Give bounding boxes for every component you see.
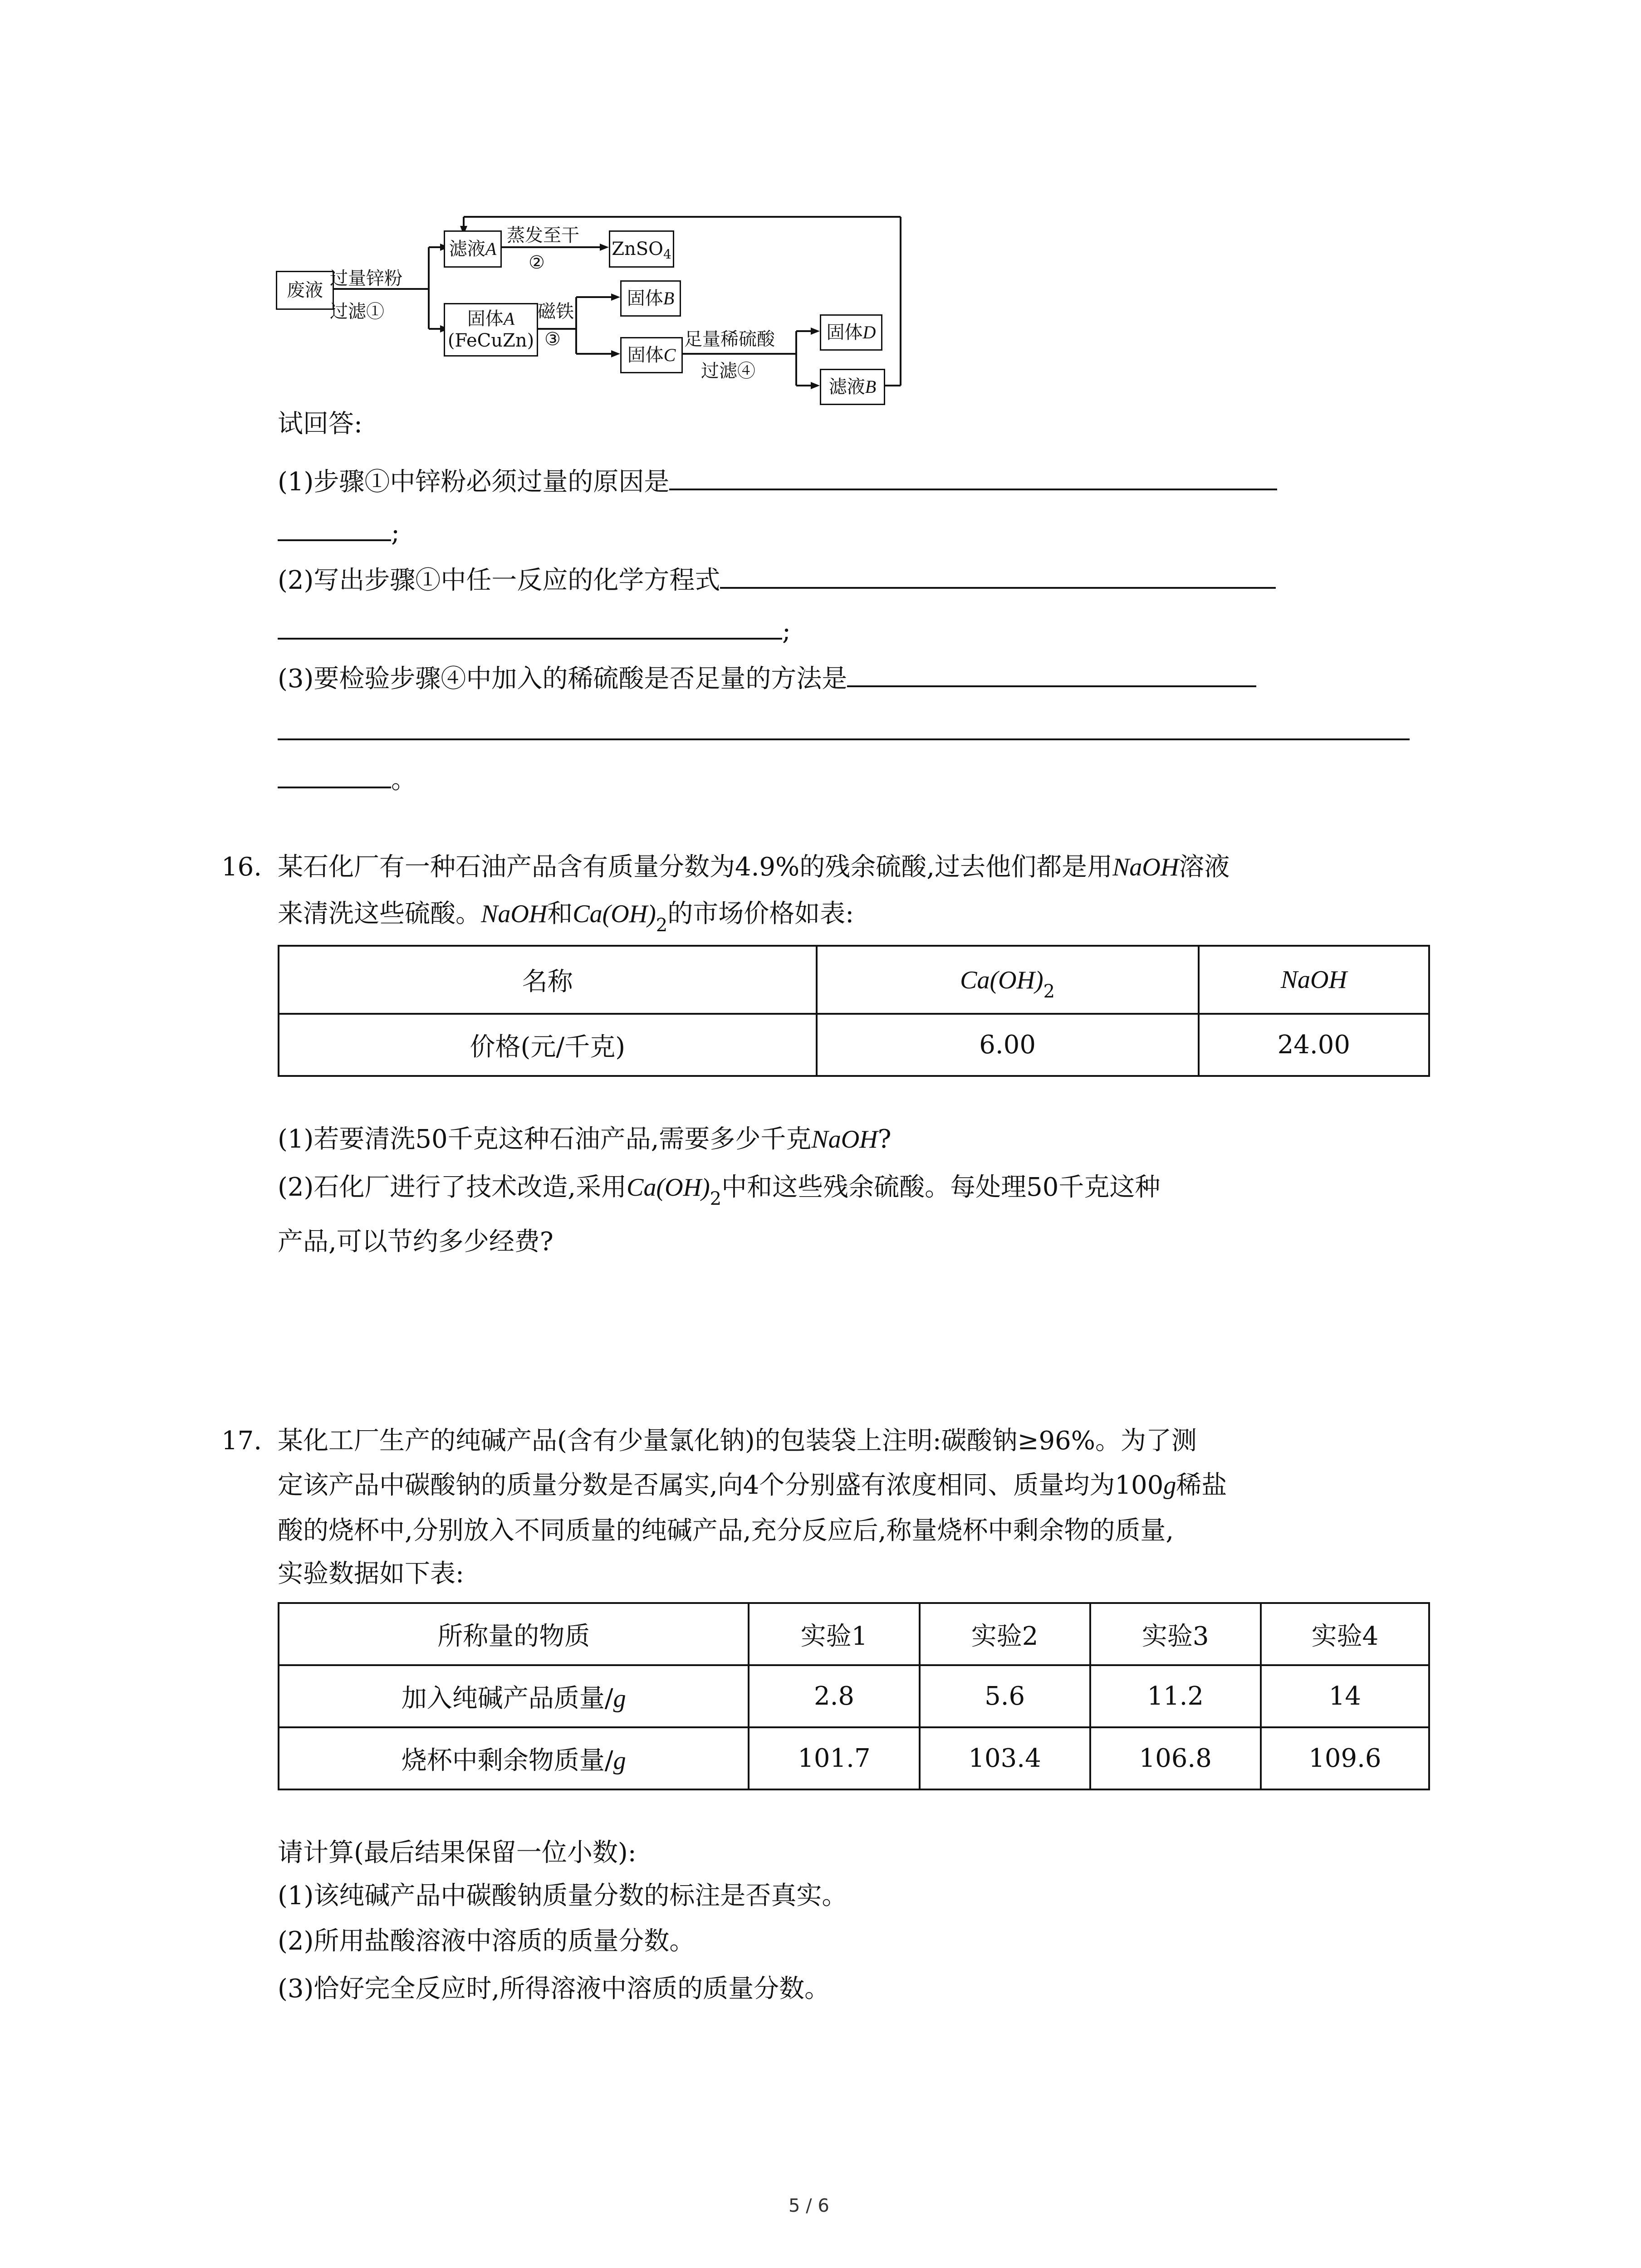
q16-line1: 某石化厂有一种石油产品含有质量分数为4.9%的残余硫酸,过去他们都是用NaOH溶液 <box>278 852 1230 882</box>
q17-row1-exp2: 5.6 <box>920 1665 1090 1727</box>
solid-c-box <box>620 337 683 373</box>
q15-part3-answer-blank[interactable] <box>847 657 1256 687</box>
acid-label: 足量稀硫酸 <box>684 329 775 350</box>
q17-calc-3: (3)恰好完全反应时,所得溶液中溶质的质量分数。 <box>278 1974 830 2004</box>
q17-line4: 实验数据如下表: <box>278 1559 464 1589</box>
step2-label: ② <box>529 252 545 273</box>
q17-table-header-row <box>279 1603 1429 1665</box>
q17-row1-exp4: 14 <box>1261 1665 1429 1727</box>
q16-table-header-row <box>279 946 1429 1014</box>
q15-part3-answer-blank-3[interactable] <box>278 758 391 788</box>
magnet-label: 磁铁 <box>538 301 574 322</box>
q15-part1-answer-blank-cont[interactable] <box>278 511 391 541</box>
q15-part1-answer-blank[interactable] <box>669 460 1277 490</box>
q16-sub1: (1)若要清洗50千克这种石油产品,需要多少千克NaOH? <box>278 1124 892 1154</box>
q17-line1: 某化工厂生产的纯碱产品(含有少量氯化钠)的包装袋上注明:碳酸钠≥96%。为了测 <box>278 1426 1197 1456</box>
q16-sub2: (2)石化厂进行了技术改造,采用$Ca(OH)_2$中和这些残余硫酸。每处理50千克这种 <box>278 1173 1161 1209</box>
q16-price-caoh2: 6.00 <box>817 1014 1199 1076</box>
solid-a-box <box>444 303 538 357</box>
solid-d-label: 固体D <box>826 322 876 343</box>
step1-reagent-label: 过量锌粉 <box>330 268 402 289</box>
solid-a-label: 固体A (FeCuZn) <box>447 308 534 351</box>
q16-header-caoh2: $Ca(OH)_2$ <box>817 946 1199 1014</box>
q15-part2-text: (2)写出步骤①中任一反应的化学方程式 <box>278 566 720 595</box>
q17-table-row-remaining-mass <box>279 1727 1429 1789</box>
q17-row1-exp1: 2.8 <box>749 1665 919 1727</box>
q16-price-label: 价格(元/千克) <box>279 1014 817 1076</box>
filtrate-b-box <box>820 369 885 405</box>
q17-header-exp1: 实验1 <box>749 1603 919 1665</box>
q15-part1-text: (1)步骤①中锌粉必须过量的原因是 <box>278 467 670 497</box>
evaporate-label: 蒸发至干 <box>507 225 579 246</box>
waste-label: 废液 <box>287 280 323 301</box>
znso4-box <box>609 230 674 268</box>
solid-d-box <box>820 314 882 351</box>
waste-liquid-box <box>276 271 334 310</box>
q16-number: 16. <box>221 852 262 882</box>
q15-part3 <box>278 657 1256 697</box>
q17-row2-exp4: 109.6 <box>1261 1727 1429 1789</box>
q15-part1-cont: ; <box>278 511 400 551</box>
q16-line2: 来清洗这些硫酸。NaOH和$Ca(OH)_2$的市场价格如表: <box>278 899 854 936</box>
q17-calc-2: (2)所用盐酸溶液中溶质的质量分数。 <box>278 1926 695 1956</box>
filtrate-a-label: 滤液A <box>449 239 497 259</box>
q17-row2-exp1: 101.7 <box>749 1727 919 1789</box>
q16-price-naoh: 24.00 <box>1199 1014 1429 1076</box>
page-number: 5 / 6 <box>789 2195 829 2216</box>
q15-part2-answer-blank-cont[interactable] <box>278 610 782 640</box>
q17-table-row-sample-mass <box>279 1665 1429 1727</box>
q17-calc-1: (1)该纯碱产品中碳酸钠质量分数的标注是否真实。 <box>278 1881 847 1911</box>
q17-row2-label: 烧杯中剩余物质量/g <box>279 1727 749 1789</box>
filtrate-b-label: 滤液B <box>828 376 877 397</box>
q16-table-price-row <box>279 1014 1429 1076</box>
q17-calc-prompt: 请计算(最后结果保留一位小数): <box>278 1838 637 1867</box>
q17-header-exp4: 实验4 <box>1261 1603 1429 1665</box>
q15-part3-line3: 。 <box>278 758 416 798</box>
q17-header-exp3: 实验3 <box>1090 1603 1261 1665</box>
step1-filter-label: 过滤① <box>330 301 384 322</box>
q16-header-naoh: NaOH <box>1199 946 1429 1014</box>
q15-prompt: 试回答: <box>278 409 362 439</box>
znso4-label: ZnSO$_4$ <box>612 239 671 262</box>
q17-row2-exp3: 106.8 <box>1090 1727 1261 1789</box>
q17-number: 17. <box>221 1426 262 1456</box>
q16-header-name: 名称 <box>279 946 817 1014</box>
q17-data-table <box>278 1602 1430 1790</box>
q15-part3-line2 <box>278 710 1410 750</box>
q16-sub2-cont: 产品,可以节约多少经费? <box>278 1227 554 1256</box>
step4-label: 过滤④ <box>701 361 755 381</box>
q16-price-table <box>278 945 1430 1077</box>
solid-b-label: 固体B <box>627 288 675 309</box>
q17-row1-label: 加入纯碱产品质量/g <box>279 1665 749 1727</box>
filtrate-a-box <box>444 230 502 268</box>
q17-row2-exp2: 103.4 <box>920 1727 1090 1789</box>
q15-part1 <box>278 460 1277 500</box>
solid-c-label: 固体C <box>627 345 676 366</box>
step3-label: ③ <box>544 329 561 350</box>
solid-b-box <box>620 280 681 317</box>
q17-header-exp2: 实验2 <box>920 1603 1090 1665</box>
q15-part3-text: (3)要检验步骤④中加入的稀硫酸是否足量的方法是 <box>278 664 847 694</box>
q17-row1-exp3: 11.2 <box>1090 1665 1261 1727</box>
q15-part2-cont: ; <box>278 610 791 650</box>
q15-part2-answer-blank[interactable] <box>720 559 1276 589</box>
q17-line2: 定该产品中碳酸钠的质量分数是否属实,向4个分别盛有浓度相同、质量均为100g稀盐 <box>278 1471 1227 1500</box>
q15-part2 <box>278 559 1276 599</box>
q15-part3-answer-blank-2[interactable] <box>278 710 1410 740</box>
q17-line3: 酸的烧杯中,分别放入不同质量的纯碱产品,充分反应后,称量烧杯中剩余物的质量, <box>278 1516 1174 1545</box>
q17-header-substance: 所称量的物质 <box>279 1603 749 1665</box>
